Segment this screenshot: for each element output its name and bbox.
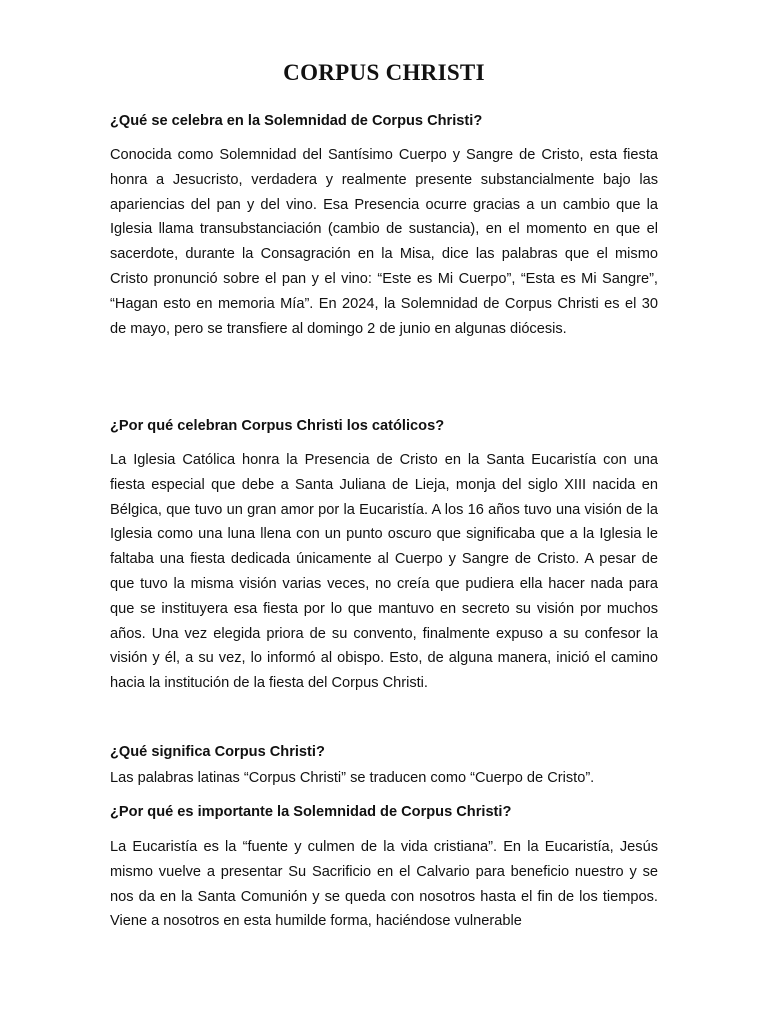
section-body-por-que-celebran: La Iglesia Católica honra la Presencia de Cristo en la Santa Eucaristía con una fiesta especial que debe a Santa Juliana de Lieja, monja del siglo XIII nacida en Bélgica, que tuvo un gran amor por la Eucaristía. A los 16 años tuvo una visión de la Iglesia como una luna llena con un punto oscuro que significaba que a la Iglesia le faltaba una fiesta dedicada únicamente al Cuerpo y Sangre de Cristo. A pesar de que tuvo la misma visión varias veces, no creía que pudiera ella hacer nada para que se instituyera esa fiesta por lo que mantuvo en secreto su visión por muchos años. Una vez elegida priora de su convento, finalmente expuso a su confesor la visión y él, a su vez, lo informó al obispo. Esto, de alguna manera, inició el camino hacia la institución de la fiesta del Corpus Christi. [110,452,658,692]
section-heading-por-que-celebran: ¿Por qué celebran Corpus Christi los católicos? [110,418,445,434]
section-body-que-se-celebra: Conocida como Solemnidad del Santísimo Cuerpo y Sangre de Cristo, esta fiesta honra a Jesucristo, verdadera y realmente presente substancialmente bajo las apariencias del pan y del vino. Esa Presencia ocurre gracias a un cambio que la Iglesia llama transubstanciación (cambio de sustancia), en el momento en que el sacerdote, durante la Consagración en la Misa, dice las palabras que el mismo Cristo pronunció sobre el pan y el vino: “Este es Mi Cuerpo”, “Esta es Mi Sangre”, “Hagan esto en memoria Mía”. En 2024, la Solemnidad de Corpus Christi es el 30 de mayo, pero se transfiere al domingo 2 de junio en algunas diócesis. [110,147,658,337]
section-heading-por-que-importante: ¿Por qué es importante la Solemnidad de Corpus Christi? [110,804,512,820]
section-heading-que-se-celebra: ¿Qué se celebra en la Solemnidad de Corpus Christi? [110,113,483,129]
section-heading-que-significa: ¿Qué significa Corpus Christi? [110,744,325,760]
document-title: CORPUS CHRISTI [283,60,485,85]
section-body-por-que-importante: La Eucaristía es la “fuente y culmen de la vida cristiana”. En la Eucaristía, Jesús mismo vuelve a presentar Su Sacrificio en el Calvario para beneficio nuestro y se nos da en la Santa Comunión y se queda con nosotros hasta el fin de los tiempos. Viene a nosotros en esta humilde forma, haciéndose vulnerable [110,839,658,930]
section-body-que-significa: Las palabras latinas “Corpus Christi” se traducen como “Cuerpo de Cristo”. [110,770,595,786]
